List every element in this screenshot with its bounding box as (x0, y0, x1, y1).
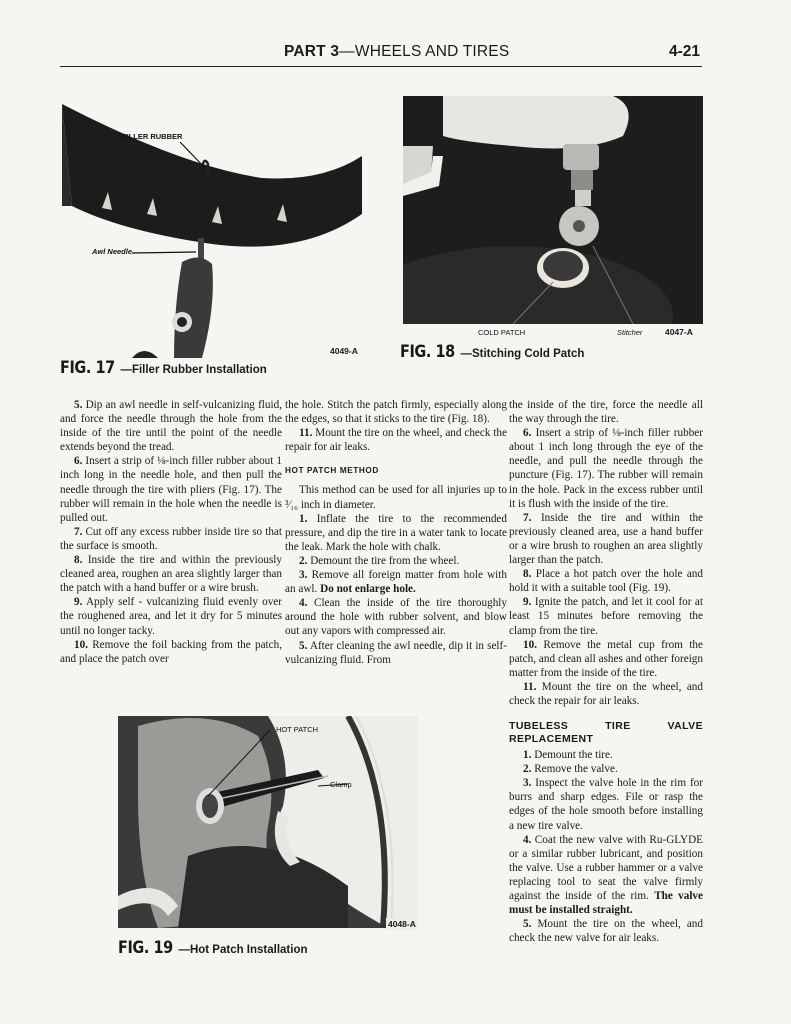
step-10-continued: the hole. Stitch the patch firmly, especially along the edges, so that it sticks to the tire (Fig. 18). (285, 399, 507, 426)
valve-warning-text: The valve must be installed straight. (509, 890, 703, 917)
hot-step-5: 5. After cleaning the awl needle, dip it in self-vulcanizing fluid. From (285, 639, 507, 666)
step-11: 11. Mount the tire on the wheel, and check the repair for air leaks. (285, 427, 507, 454)
column-3 (509, 398, 703, 945)
hot-step-10: 10. Remove the metal cup from the patch, and clean all ashes and other foreign matter from the inside of the tire. (509, 638, 703, 679)
step-7: 7. Cut off any excess rubber inside tire so that the surface is smooth. (60, 525, 282, 552)
fig19-caption (118, 938, 308, 958)
fig17-image (62, 96, 372, 358)
fig18-image (403, 96, 703, 324)
valve-step-2: 2. Remove the valve. (523, 763, 618, 776)
step-10: 10. Remove the foil backing from the patch, and place the patch over (60, 638, 282, 665)
hot-step-1: 1. Inflate the tire to the recommended pressure, and dip the tire in a water tank to locate the leak. Mark the hole with chalk. (285, 512, 507, 553)
section-label: —WHEELS AND TIRES (339, 43, 510, 60)
hot-step-2: 2. Demount the tire from the wheel. (299, 554, 460, 567)
hot-step-5-continued: the inside of the tire, force the needle all the way through the tire. (509, 399, 703, 426)
hot-step-11: 11. Mount the tire on the wheel, and check the repair for air leaks. (509, 680, 703, 707)
step-5: 5. Dip an awl needle in self-vulcanizing fluid, and force the needle through the hole from the inside of the tire until the point of the needle extends beyond the tread. (60, 399, 282, 454)
valve-step-5: 5. Mount the tire on the wheel, and check the new valve for air leaks. (509, 918, 703, 945)
stitcher-photo (403, 96, 703, 324)
valve-step-4: 4. Coat the new valve with Ru-GLYDE or a similar rubber lubricant, and position the valve. Use a rubber hammer or a valve replacing tool to seat the valve firmly against the inside of the rim. The valve must be installed straight. (509, 833, 703, 917)
fig19-code: 4048-A (388, 919, 416, 929)
valve-replacement-heading: TUBELESS TIRE VALVE REPLACEMENT (509, 720, 703, 746)
warning-text: Do not enlarge hole. (320, 583, 416, 596)
valve-step-3: 3. Inspect the valve hole in the rim for burrs and sharp edges. File or rasp the edges of the hole smooth before installing a new tire valve. (509, 777, 703, 832)
step-9: 9. Apply self - vulcanizing fluid evenly over the roughened area, and let it dry for 5 minutes until no longer tacky. (60, 596, 282, 637)
fig19-number: FIG. 19 (118, 938, 173, 958)
fig18-title: —Stitching Cold Patch (460, 348, 585, 360)
hot-step-9: 9. Ignite the patch, and let it cool for at least 15 minutes before removing the clamp from the tire. (509, 596, 703, 637)
cold-patch-label: COLD PATCH (478, 328, 526, 337)
awl-needle-label: Awl Needle (92, 247, 133, 256)
hot-step-4: 4. Clean the inside of the tire thoroughly around the hole with rubber solvent, and blow out any vapors with compressed air. (285, 597, 507, 638)
valve-step-1: 1. Demount the tire. (523, 749, 613, 762)
fig17-number: FIG. 17 (60, 358, 115, 378)
fig17-title: —Filler Rubber Installation (120, 364, 267, 376)
step-8: 8. Inside the tire and within the previously cleaned area, roughen an area slightly larger than the patch with a hand buffer or a wire brush. (60, 554, 282, 595)
hot-patch-clamp-illustration (118, 716, 418, 928)
hot-step-6: 6. Insert a strip of ⅛-inch filler rubber about 1 inch long through the eye of the needle, and pull the needle through the puncture (Fig. 17). The rubber will remain in the hole. Pack in the excess rubber until it is flush with the inside of the tire. (509, 427, 703, 510)
hot-patch-label: HOT PATCH (276, 725, 319, 734)
fig19-title: —Hot Patch Installation (178, 944, 308, 956)
fig19-image (118, 716, 418, 928)
column-1 (60, 398, 282, 666)
page-number: 4-21 (668, 43, 700, 60)
column-2 (285, 398, 507, 667)
part-label: PART 3 (284, 43, 340, 60)
step-6: 6. Insert a strip of ⅛-inch filler rubber about 1 inch long in the needle hole, and then pull the needle through the tire with pliers (Fig. 17). The rubber will remain in the hole when the needle is pulled out. (60, 455, 282, 524)
running-title (284, 43, 509, 61)
page-header (60, 40, 702, 67)
fig18-number: FIG. 18 (400, 342, 455, 362)
hot-step-8: 8. Place a hot patch over the hole and hold it with a suitable tool (Fig. 19). (509, 568, 703, 595)
tire-pliers-illustration (62, 96, 372, 358)
fig18-code: 4047-A (665, 327, 693, 337)
fig17-code: 4049-A (330, 346, 358, 356)
hot-patch-intro: This method can be used for all injuries up to ³⁄₁₆ inch in diameter. (285, 484, 507, 511)
clamp-label: Clamp (330, 780, 352, 789)
fig17-caption (60, 358, 267, 378)
hot-step-3: 3. Remove all foreign matter from hole with an awl. Do not enlarge hole. (285, 569, 507, 596)
filler-rubber-label: FILLER RUBBER (122, 132, 183, 141)
hot-patch-heading: HOT PATCH METHOD (285, 466, 379, 476)
hot-step-7: 7. Inside the tire and within the previously cleaned area, use a hand buffer or a wire brush to roughen an area slightly larger than the patch. (509, 511, 703, 567)
fig18-caption (400, 342, 584, 362)
stitcher-label: Stitcher (617, 328, 643, 337)
